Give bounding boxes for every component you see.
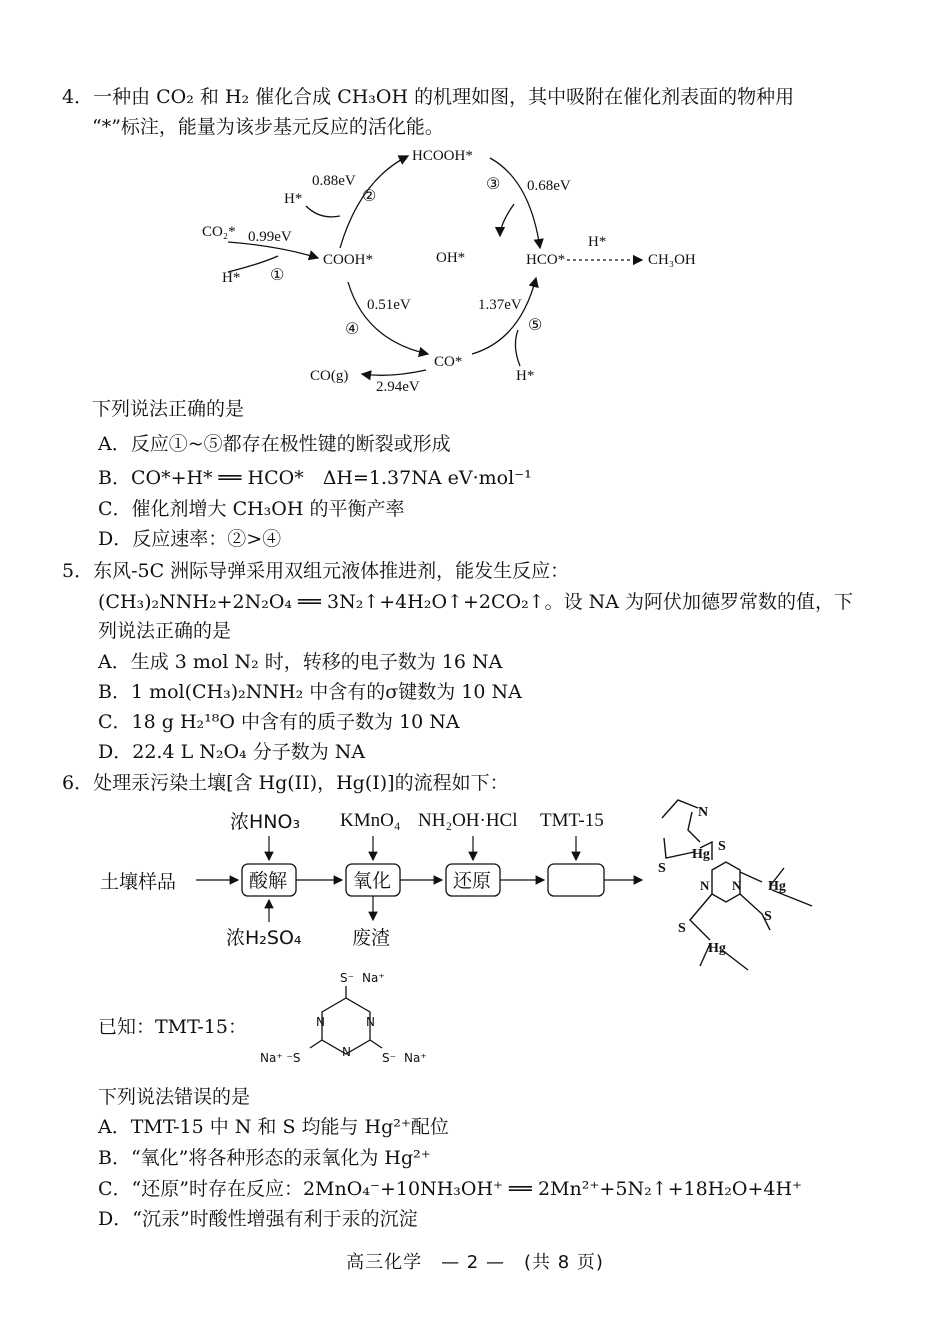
product-n-1: N [698,805,709,820]
q5-option-b: B．1 mol(CH₃)₂NNH₂ 中含有的σ键数为 10 NA [98,681,522,703]
q4-stem-line1: 4．一种由 CO₂ 和 H₂ 催化合成 CH₃OH 的机理如图，其中吸附在催化剂表面的物种用 [62,86,795,108]
hcooh-label: HCOOH* [412,148,473,164]
product-structure [652,790,832,980]
tmt-s-right: S⁻ [382,1051,396,1065]
hco-label: HCO* [526,252,566,268]
product-n-3: N [732,878,742,893]
q6-stem: 6．处理汞污染土壤[含 Hg(II)，Hg(I)]的流程如下： [62,772,509,794]
q6-flow-diagram [90,800,650,960]
product-n-2: N [700,878,710,893]
waste-label: 废渣 [352,927,391,949]
product-s-4: S [678,921,686,936]
q4-prompt: 下列说法正确的是 [92,398,245,420]
oxid-label: 氧化 [353,870,392,892]
product-hg-3: Hg [708,941,726,956]
reduce-label: 还原 [453,870,492,892]
e2-label: 0.88eV [312,173,356,189]
step3-label: ③ [486,176,501,193]
h2so4-label: 浓H₂SO₄ [226,927,302,949]
tmt-na-top: Na⁺ [362,971,385,985]
soil-label: 土壤样品 [100,871,177,893]
tmt-label: TMT-15 [540,810,604,831]
q4-option-a: A．反应①~⑤都存在极性键的断裂或形成 [98,433,451,455]
hno3-label: 浓HNO₃ [230,811,301,833]
q6-option-a: A．TMT-15 中 N 和 S 均能与 Hg²⁺配位 [98,1116,449,1138]
h-star-1-label: H* [222,270,241,286]
q4-mechanism-diagram [190,140,730,400]
blank-box [548,864,604,896]
tmt-s-top: S⁻ [340,971,354,985]
h-star-top-label: H* [588,234,607,250]
product-s-2: S [658,861,666,876]
e3-label: 0.68eV [527,178,571,194]
h-star-2-label: H* [284,191,303,207]
nh2oh-label: NH₂OH·HCl [418,810,518,831]
oh-label: OH* [436,250,466,266]
co-g-label: CO(g) [310,368,349,384]
q4-stem-line2: “*”标注，能量为该步基元反应的活化能。 [92,116,444,138]
step2-label: ② [362,188,377,205]
q6-option-c: C．“还原”时存在反应：2MnO₄⁻+10NH₃OH⁺ ══ 2Mn²⁺+5N₂↑+18H₂O+4H⁺ [98,1178,803,1200]
q5-option-c: C．18 g H₂¹⁸O 中含有的质子数为 10 NA [98,711,460,733]
h-star-5-label: H* [516,368,535,384]
cooh-label: COOH* [323,252,374,268]
q4-option-b: B．CO*+H* ══ HCO* ΔH=1.37NA eV·mol⁻¹ [98,467,532,489]
step4-label: ④ [345,321,360,338]
co2-star-label: CO₂* [202,224,236,240]
q5-stem-line1: 5．东风-5C 洲际导弹采用双组元液体推进剂，能发生反应： [62,560,570,582]
acid-label: 酸解 [249,870,288,892]
e4-label: 0.51eV [367,297,411,313]
product-s-3: S [764,909,772,924]
tmt-n-3: N [342,1045,351,1059]
step5-label: ⑤ [528,317,543,334]
q5-option-a: A．生成 3 mol N₂ 时，转移的电子数为 16 NA [98,651,503,673]
q6-prompt: 下列说法错误的是 [98,1086,251,1108]
q5-option-d: D．22.4 L N₂O₄ 分子数为 NA [98,741,366,763]
product-s-1: S [718,839,726,854]
tmt-na-right: Na⁺ [404,1051,427,1065]
q4-option-d: D．反应速率：②>④ [98,528,282,550]
product-hg-2: Hg [768,879,786,894]
q6-known-label: 已知：TMT-15： [98,1016,247,1038]
e5-label: 1.37eV [478,297,522,313]
e-co-label: 2.94eV [376,379,420,395]
q6-option-b: B．“氧化”将各种形态的汞氧化为 Hg²⁺ [98,1147,431,1169]
q5-stem-line2: (CH₃)₂NNH₂+2N₂O₄ ══ 3N₂↑+4H₂O↑+2CO₂↑。设 NA 为阿伏加德罗常数的值，下 [98,591,854,613]
step1-label: ① [270,267,285,284]
tmt15-structure [258,966,448,1076]
co-star-label: CO* [434,354,463,370]
ch3oh-label: CH₃OH [648,252,696,268]
q6-option-d: D．“沉汞”时酸性增强有利于汞的沉淀 [98,1208,418,1230]
page-footer: 高三化学 — 2 — (共 8 页) [346,1252,604,1273]
tmt-n-1: N [316,1015,325,1029]
product-hg-1: Hg [692,847,710,862]
e1-label: 0.99eV [248,229,292,245]
tmt-left-sub: Na⁺ ⁻S [260,1051,301,1065]
tmt-n-2: N [366,1015,375,1029]
q5-stem-line3: 列说法正确的是 [98,620,232,642]
q4-option-c: C．催化剂增大 CH₃OH 的平衡产率 [98,498,405,520]
kmno4-label: KMnO₄ [340,810,401,831]
